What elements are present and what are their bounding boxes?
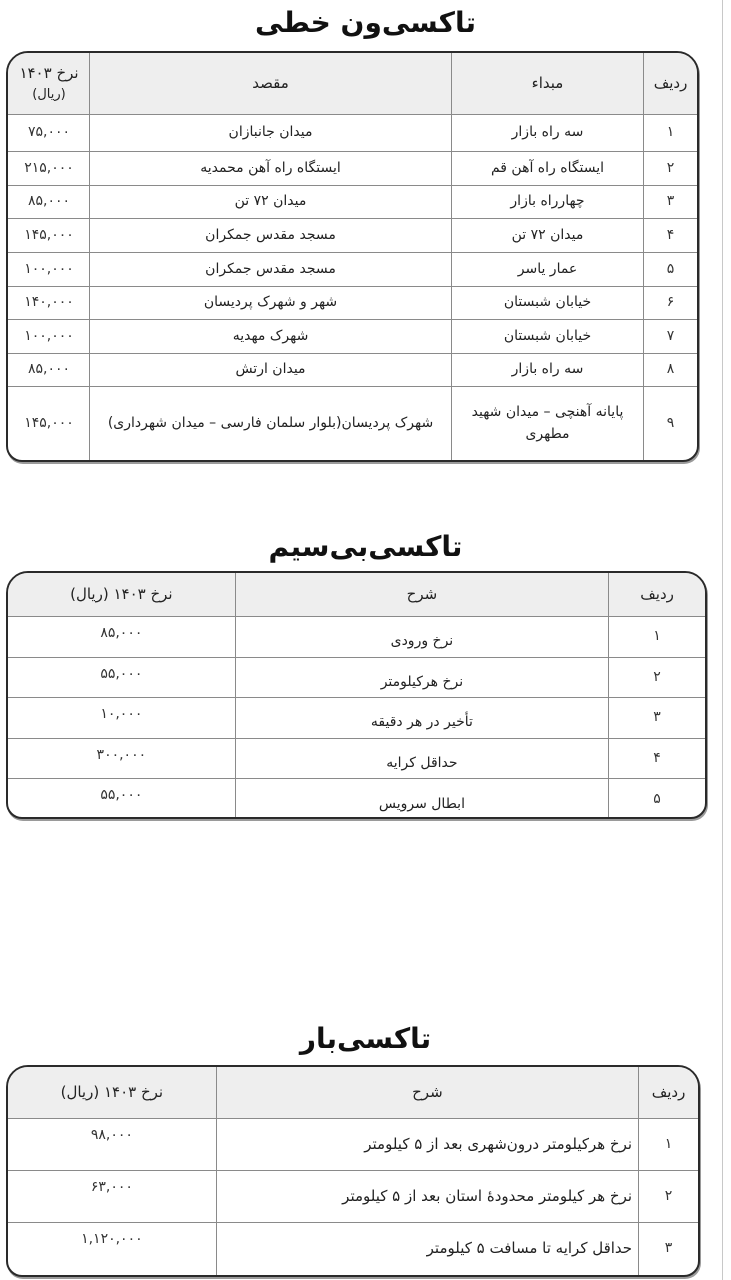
page-edge-divider: [722, 0, 723, 1280]
table-row: [8, 287, 697, 320]
row-number-cell: ۵: [643, 253, 697, 286]
description-cell: نرخ هر کیلومتر محدودهٔ استان بعد از ۵ کیلومتر: [216, 1171, 638, 1222]
price-cell: ۱۴۵,۰۰۰: [24, 226, 74, 243]
cargo-taxi-table: [6, 1065, 700, 1277]
table-row: [8, 387, 697, 461]
wireless-taxi-table: [6, 571, 707, 819]
destination-cell: شهرک پردیسان(بلوار سلمان فارسی – میدان شهرداری): [89, 387, 451, 461]
header-origin: مبداء: [451, 53, 643, 114]
origin-cell: میدان ۷۲ تن: [451, 219, 643, 252]
description-cell: نرخ هرکیلومتر درون‌شهری بعد از ۵ کیلومتر: [216, 1119, 638, 1170]
row-number-cell: ۱: [638, 1119, 698, 1170]
table-row: [8, 698, 705, 739]
price-cell: ۸۵,۰۰۰: [27, 361, 71, 378]
section-title-cargo-taxi: تاکسی‌بار: [299, 1022, 432, 1055]
description-cell: تأخیر در هر دقیقه: [235, 698, 608, 738]
origin-cell: ایستگاه راه آهن قم: [451, 152, 643, 185]
header-row-number: ردیف: [638, 1067, 698, 1118]
header-price-line1: نرخ ۱۴۰۳: [19, 63, 79, 82]
price-cell: ۱۰,۰۰۰: [100, 706, 143, 723]
table-row: [8, 186, 697, 219]
table-row: [8, 320, 697, 354]
description-cell: ابطال سرویس: [235, 779, 608, 819]
description-cell: نرخ ورودی: [235, 617, 608, 657]
price-cell: ۸۵,۰۰۰: [27, 193, 71, 210]
header-row-number: ردیف: [643, 53, 697, 114]
price-cell: ۵۵,۰۰۰: [100, 787, 143, 804]
table-row: [8, 1223, 698, 1275]
price-cell: ۱۴۵,۰۰۰: [24, 415, 74, 432]
table-row: [8, 115, 697, 152]
table-row: [8, 658, 705, 699]
header-price: نرخ ۱۴۰۳ (ریال): [70, 584, 173, 603]
price-cell: ۲۱۵,۰۰۰: [24, 159, 74, 176]
price-cell: ۶۳,۰۰۰: [90, 1179, 133, 1195]
table-row: [8, 253, 697, 287]
row-number-cell: ۱: [608, 617, 705, 657]
row-number-cell: ۳: [643, 186, 697, 218]
section-title-taxi-van: تاکسی‌ون خطی: [255, 6, 476, 39]
header-price: نرخ ۱۴۰۳ (ریال): [60, 1082, 164, 1101]
price-cell: ۵۵,۰۰۰: [100, 665, 143, 682]
description-cell: حداقل کرایه: [235, 739, 608, 779]
table-row: [8, 354, 697, 387]
row-number-cell: ۴: [608, 739, 705, 779]
row-number-cell: ۹: [643, 387, 697, 461]
table-row: [8, 739, 705, 780]
table-row: [8, 1171, 698, 1223]
description-cell: حداقل کرایه تا مسافت ۵ کیلومتر: [216, 1223, 638, 1275]
destination-cell: میدان ارتش: [89, 354, 451, 386]
row-number-cell: ۱: [643, 115, 697, 151]
row-number-cell: ۴: [643, 219, 697, 252]
header-row-number: ردیف: [608, 573, 705, 616]
price-cell: ۱,۱۲۰,۰۰۰: [81, 1231, 143, 1247]
row-number-cell: ۳: [608, 698, 705, 738]
price-cell: ۳۰۰,۰۰۰: [96, 746, 147, 763]
origin-cell: عمار یاسر: [451, 253, 643, 286]
header-price-line2: (ریال): [32, 87, 66, 103]
origin-cell: خیابان شبستان: [451, 320, 643, 353]
section-title-wireless-taxi: تاکسی‌بی‌سیم: [268, 530, 463, 563]
origin-cell: خیابان شبستان: [451, 287, 643, 319]
destination-cell: شهر و شهرک پردیسان: [89, 287, 451, 319]
origin-cell: چهارراه بازار: [451, 186, 643, 218]
table-row: [8, 152, 697, 186]
header-description: شرح: [235, 573, 608, 616]
description-cell: نرخ هرکیلومتر: [235, 658, 608, 698]
origin-cell: سه راه بازار: [451, 354, 643, 386]
destination-cell: میدان ۷۲ تن: [89, 186, 451, 218]
destination-cell: ایستگاه راه آهن محمدیه: [89, 152, 451, 185]
row-number-cell: ۲: [608, 658, 705, 698]
table-row: [8, 617, 705, 658]
row-number-cell: ۲: [638, 1171, 698, 1222]
row-number-cell: ۳: [638, 1223, 698, 1275]
table-header: [8, 1067, 698, 1119]
taxi-van-table: [6, 51, 699, 462]
table-row: [8, 779, 705, 819]
table-header: [8, 573, 705, 617]
price-cell: ۱۰۰,۰۰۰: [24, 327, 74, 344]
destination-cell: مسجد مقدس جمکران: [89, 253, 451, 286]
destination-cell: شهرک مهدیه: [89, 320, 451, 353]
origin-cell: پایانه آهنچی – میدان شهید مطهری: [451, 387, 643, 461]
price-cell: ۹۸,۰۰۰: [90, 1127, 133, 1143]
table-row: [8, 219, 697, 253]
price-cell: ۷۵,۰۰۰: [27, 124, 71, 141]
destination-cell: میدان جانبازان: [89, 115, 451, 151]
row-number-cell: ۲: [643, 152, 697, 185]
row-number-cell: ۶: [643, 287, 697, 319]
price-cell: ۱۰۰,۰۰۰: [24, 260, 74, 277]
header-description: شرح: [216, 1067, 638, 1118]
price-cell: ۸۵,۰۰۰: [100, 625, 143, 641]
table-header: [8, 53, 697, 115]
destination-cell: مسجد مقدس جمکران: [89, 219, 451, 252]
header-price: [9, 53, 89, 114]
header-destination: مقصد: [89, 53, 451, 114]
row-number-cell: ۸: [643, 354, 697, 386]
origin-cell: سه راه بازار: [451, 115, 643, 151]
row-number-cell: ۷: [643, 320, 697, 353]
price-cell: ۱۴۰,۰۰۰: [24, 294, 74, 311]
row-number-cell: ۵: [608, 779, 705, 819]
table-row: [8, 1119, 698, 1171]
